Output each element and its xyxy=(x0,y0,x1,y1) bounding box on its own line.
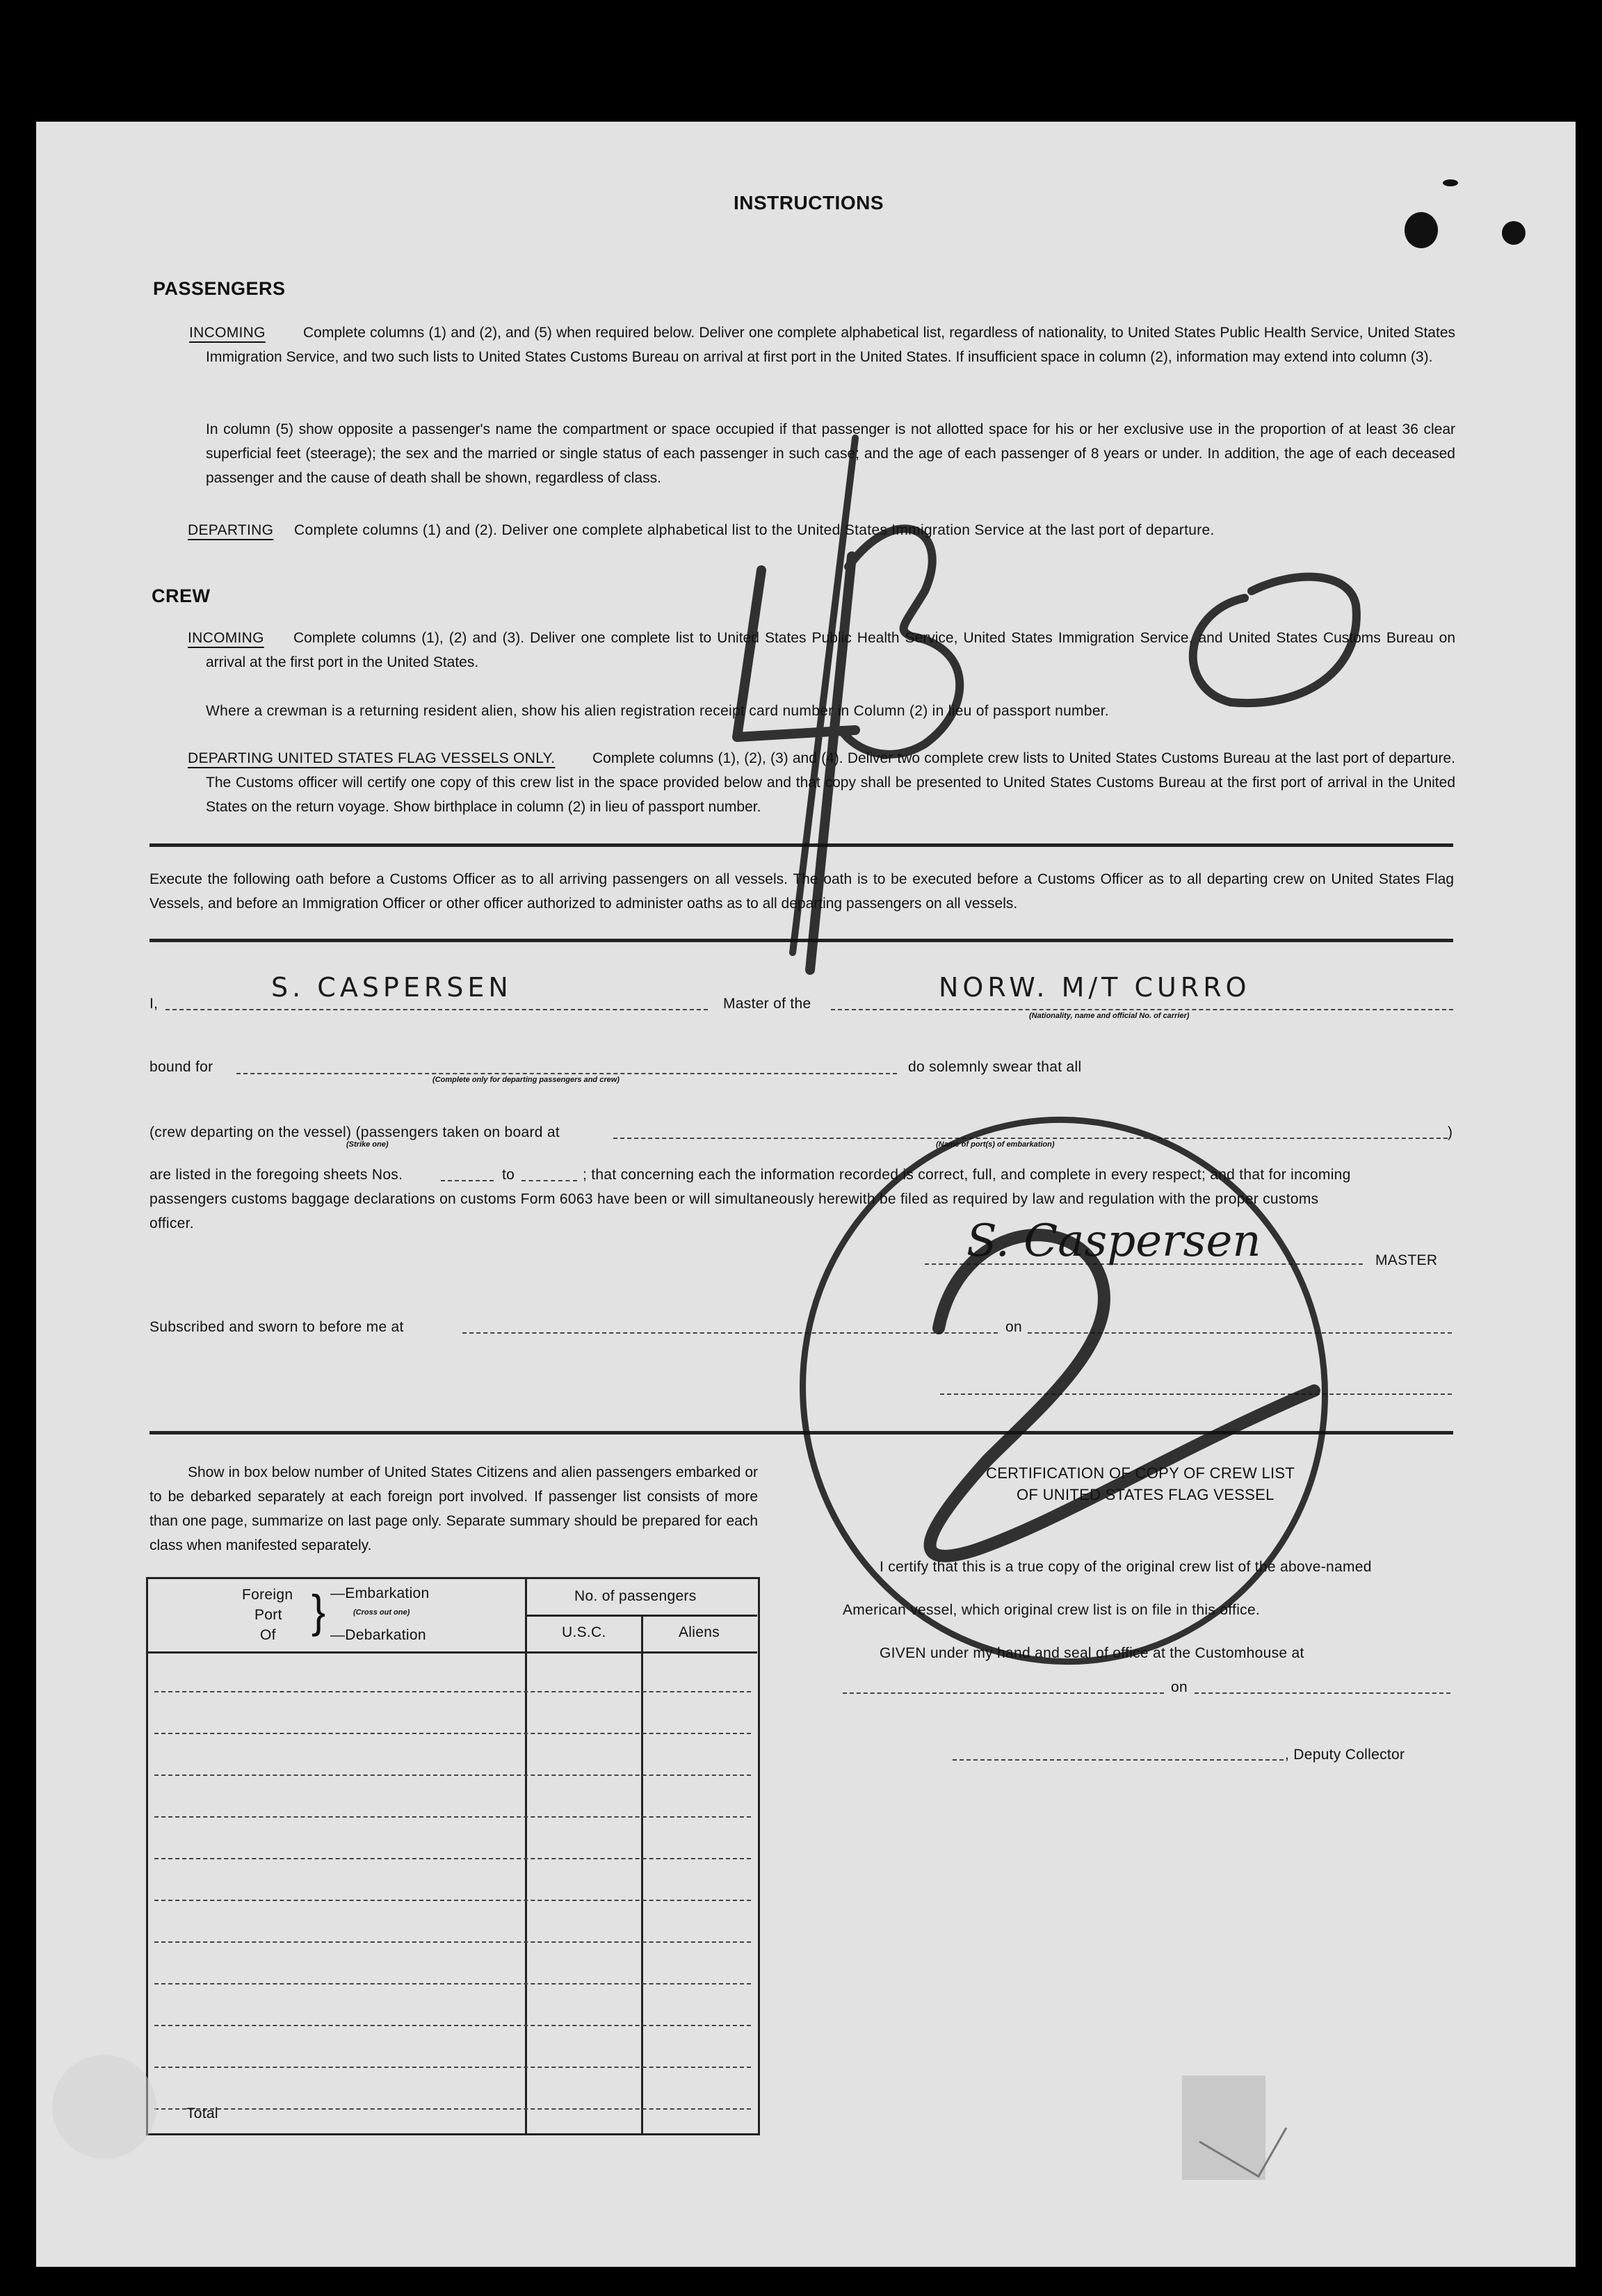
no-passengers-header: No. of passengers xyxy=(574,1588,697,1604)
crew-incoming-text: Complete columns (1), (2) and (3). Deliver one complete list to United States Public Health Service, United States Immigration Service, and United States Customs Bureau on arrival at the first port in the United States. xyxy=(206,630,1455,670)
crew-crewman-text: Where a crewman is a returning resident alien, show his alien registration receipt card number in Column (2) in lieu of passport number. xyxy=(206,703,1110,719)
divider xyxy=(149,1431,1453,1434)
certification-title-1: CERTIFICATION OF COPY OF CREW LIST xyxy=(986,1464,1295,1482)
passengers-departing-label: DEPARTING xyxy=(188,522,274,538)
table-row-line xyxy=(154,1816,751,1818)
ink-spot xyxy=(1502,221,1526,245)
passenger-summary-table xyxy=(146,1577,760,2135)
bound-for-caption: (Complete only for departing passengers and crew) xyxy=(432,1076,620,1084)
table-row-line xyxy=(154,1900,751,1901)
divider xyxy=(149,843,1453,847)
crew-heading: CREW xyxy=(152,585,211,606)
embarkation-line xyxy=(613,1138,1448,1139)
aliens-header: Aliens xyxy=(679,1624,720,1640)
total-label: Total xyxy=(186,2105,218,2121)
col-foreign: Foreign xyxy=(242,1587,293,1603)
page-title: INSTRUCTIONS xyxy=(734,192,884,213)
vessel-caption: (Nationality, name and official No. of carrier) xyxy=(1029,1012,1190,1020)
vessel-line xyxy=(831,1009,1453,1010)
ink-spot xyxy=(1443,179,1458,186)
passengers-incoming-text: Complete columns (1) and (2), and (5) when required below. Deliver one complete alphabetical list, regardless of nationality, to United States Public Health Service, United States Immigration Service, and two such lists to United States Customs Bureau on arrival at first port in the United States. If insufficient space in column (2), information may extend into column (3). xyxy=(206,325,1455,365)
sheet-to-line xyxy=(521,1180,577,1181)
table-row-line xyxy=(154,1691,751,1692)
debarkation-label: —Debarkation xyxy=(330,1627,426,1643)
master-name-field[interactable]: S. CASPERSEN xyxy=(271,972,512,1003)
subscribed-label: Subscribed and sworn to before me at xyxy=(149,1319,404,1335)
usc-header: U.S.C. xyxy=(562,1624,606,1640)
col-of: Of xyxy=(260,1627,276,1643)
subscribed-date-line xyxy=(1028,1332,1452,1334)
table-divider xyxy=(525,1615,757,1617)
listed-text-c: passengers customs baggage declarations on customs Form 6063 have been or will simultaneously herewith be filed as required by law and regulation with the proper customs xyxy=(149,1191,1319,1207)
table-row-line xyxy=(154,1733,751,1734)
passengers-heading: PASSENGERS xyxy=(153,278,286,299)
swear-label: do solemnly swear that all xyxy=(908,1059,1082,1075)
crew-departing-option: (crew departing on the vessel) (passengers taken on board at xyxy=(149,1124,560,1140)
divider xyxy=(149,939,1453,942)
certification-on-label: on xyxy=(1171,1679,1188,1695)
oath-text: Execute the following oath before a Customs Officer as to all arriving passengers on all vessels. The oath is to be executed before a Customs Officer as to all departing crew on United States Flag Vessels, and before an Immigration Officer or other officer authorized to administer oaths as to all departing passengers on all vessels. xyxy=(149,871,1454,912)
table-row-line xyxy=(154,2025,751,2026)
table-header-rule xyxy=(146,1651,757,1654)
embarkation-label: —Embarkation xyxy=(330,1585,430,1601)
table-divider xyxy=(525,1577,527,2133)
listed-to-label: to xyxy=(502,1167,515,1183)
table-row-line xyxy=(154,1983,751,1984)
bound-for-label: bound for xyxy=(149,1059,213,1075)
certification-text-2: American vessel, which original crew list is on file in this office. xyxy=(843,1602,1261,1618)
strike-caption: (Strike one) xyxy=(346,1140,389,1149)
master-name-line xyxy=(165,1009,708,1010)
subscribed-place-line xyxy=(462,1332,998,1334)
master-of-label: Master of the xyxy=(723,996,811,1012)
bound-for-line xyxy=(236,1073,897,1074)
table-row-line xyxy=(154,2108,751,2110)
passengers-departing-text: Complete columns (1) and (2). Deliver one complete alphabetical list to the United States Immigration Service at the last port of departure. xyxy=(294,522,1215,538)
passengers-column5-text: In column (5) show opposite a passenger's name the compartment or space occupied if that passenger is not allotted space for his or her exclusive use in the proportion of at least 36 clear superficial feet (steerage); the sex and the married or single status of each passenger in such case; and the age of each passenger of 8 years or under. In addition, the age of each deceased passenger and the cause of death shall be shown, regardless of class. xyxy=(206,421,1455,486)
table-row-line xyxy=(154,1858,751,1859)
col-port: Port xyxy=(254,1607,282,1623)
deputy-signature-line xyxy=(953,1759,1284,1761)
officer-signature-line xyxy=(940,1393,1452,1395)
table-row-line xyxy=(154,1774,751,1776)
listed-text-b: ; that concerning each the information recorded is correct, full, and complete in every respect; and that for incoming xyxy=(583,1167,1351,1183)
certification-text-3: GIVEN under my hand and seal of office at the Customhouse at xyxy=(880,1645,1304,1661)
oath-i-label: I, xyxy=(149,996,159,1012)
deputy-collector-label: , Deputy Collector xyxy=(1285,1747,1405,1763)
close-paren: ) xyxy=(1448,1124,1453,1140)
customhouse-line xyxy=(843,1692,1164,1694)
master-label: MASTER xyxy=(1375,1252,1438,1268)
summary-instructions: Show in box below number of United States Citizens and alien passengers embarked or to be debarked separately at each foreign port involved. If passenger list consists of more than one page, summarize on last page only. Separate summary should be prepared for each class when manifested separately. xyxy=(149,1464,758,1553)
table-row-line xyxy=(154,1941,751,1943)
passengers-incoming-label: INCOMING xyxy=(189,325,266,341)
certification-date-line xyxy=(1195,1692,1450,1694)
cross-out-caption: (Cross out one) xyxy=(353,1608,410,1617)
subscribed-on-label: on xyxy=(1005,1319,1022,1335)
vessel-field[interactable]: NORW. M/T CURRO xyxy=(939,972,1251,1003)
crew-departing-label: DEPARTING UNITED STATES FLAG VESSELS ONLY. xyxy=(188,750,556,766)
crew-incoming-label: INCOMING xyxy=(188,630,264,646)
crew-departing-text: Complete columns (1), (2), (3) and (4). Deliver two complete crew lists to United States Customs Bureau at the last port of departure. The Customs officer will certify one copy of this crew list in the space provided below and that copy shall be presented to United States Customs Bureau at the first port of arrival in the United States on the return voyage. Show birthplace in column (2) in lieu of passport number. xyxy=(206,750,1455,815)
brace: } xyxy=(312,1585,326,1638)
table-row-line xyxy=(154,2067,751,2068)
ink-spot xyxy=(1405,212,1438,248)
certification-title-2: OF UNITED STATES FLAG VESSEL xyxy=(1017,1486,1275,1503)
listed-text-d: officer. xyxy=(149,1215,194,1231)
sheet-from-line xyxy=(441,1180,494,1181)
master-signature: S. Caspersen xyxy=(966,1215,1261,1267)
certification-text-1: I certify that this is a true copy of the original crew list of the above-named xyxy=(880,1559,1372,1575)
listed-text-a: are listed in the foregoing sheets Nos. xyxy=(149,1167,403,1183)
ports-caption: (Name of port(s) of embarkation) xyxy=(936,1140,1055,1149)
